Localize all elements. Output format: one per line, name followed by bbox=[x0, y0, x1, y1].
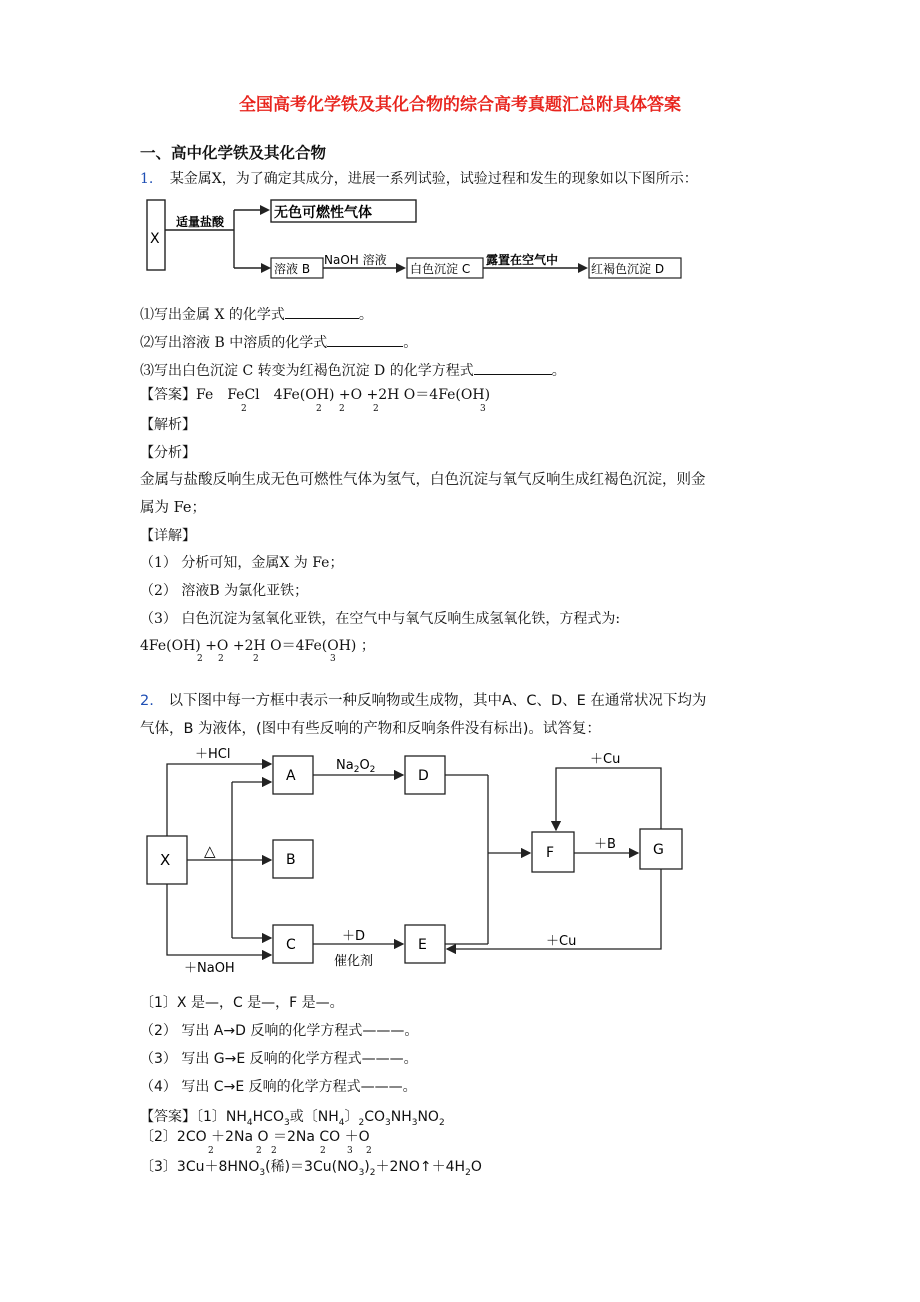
q1-number: 1. bbox=[140, 171, 154, 187]
q2-sub1: 〔1〕X 是—，C 是—，F 是—。 bbox=[140, 995, 344, 1011]
q1-label-x: X bbox=[150, 231, 160, 247]
q1-label-solution: 溶液 B bbox=[274, 262, 311, 276]
q2-ans-part: 或〔NH bbox=[289, 1109, 339, 1125]
q1-fenxi-line1: 金属与盐酸反响生成无色可燃性气体为氢气，白色沉淀与氧气反响生成红褐色沉淀，则金 bbox=[140, 472, 706, 488]
q1-sub3-period: 。 bbox=[551, 363, 566, 379]
q1-answer-text: Fe FeCl 4Fe(OH) +O +2H O＝4Fe(OH) bbox=[196, 387, 491, 403]
q2-label-heat: △ bbox=[204, 842, 216, 860]
q2-ans-sub: 4 bbox=[338, 1117, 345, 1128]
q2-label-b: B bbox=[286, 852, 296, 868]
q1-sub1-period: 。 bbox=[358, 307, 373, 323]
q1-answer-label: 【答案】 bbox=[140, 387, 196, 403]
q2-ans-sub: 3 bbox=[384, 1117, 391, 1128]
q1-detail2: （2） 溶液B 为氯化亚铁； bbox=[140, 583, 309, 599]
q2-ans2-sub: 2 bbox=[208, 1146, 214, 1156]
q2-ans-part: CO bbox=[364, 1109, 385, 1125]
q1-answer bbox=[140, 386, 490, 404]
q1-sub1 bbox=[140, 306, 373, 324]
q1-detail1: （1） 分析可知，金属X 为 Fe； bbox=[140, 555, 344, 571]
q1-sub3 bbox=[140, 362, 566, 380]
q2-ans-sub: 3 bbox=[411, 1117, 418, 1128]
q2-ans-part: O bbox=[470, 1159, 482, 1175]
q2-ans-part: ＋2NO↑＋4H bbox=[375, 1159, 466, 1175]
q2-label-plus-d: ＋D bbox=[342, 929, 366, 944]
q2-ans-sub: 2 bbox=[465, 1167, 471, 1178]
q2-ans-sub: 3 bbox=[259, 1167, 266, 1178]
q1-answer-sub: 3 bbox=[480, 404, 486, 414]
section-heading: 一、高中化学铁及其化合物 bbox=[140, 144, 327, 162]
page-title: 全国高考化学铁及其化合物的综合高考真题汇总附具体答案 bbox=[239, 95, 681, 115]
q2-label-e: E bbox=[418, 937, 427, 953]
q2-stem-1: 以下图中每一方框中表示一种反响物或生成物，其中A、C、D、E 在通常状况下均为 bbox=[168, 693, 707, 709]
q1-diagram bbox=[140, 192, 690, 288]
q2-label-f: F bbox=[546, 845, 555, 861]
q2-answer2: 〔2〕2CO ＋2Na O ＝2Na CO ＋O bbox=[140, 1129, 370, 1145]
q1-answer-sub: 2 bbox=[241, 404, 247, 414]
q2-sub4: （4） 写出 C→E 反响的化学方程式———。 bbox=[140, 1079, 417, 1095]
q1-fenxi-line2: 属为 Fe； bbox=[140, 500, 206, 516]
q1-label-air: 露置在空气中 bbox=[486, 253, 559, 267]
q2-answer3-text: 〔3〕3Cu＋8HNO bbox=[140, 1159, 260, 1175]
q2-ans-sub: 4 bbox=[246, 1117, 253, 1128]
q1-label-acid: 适量盐酸 bbox=[176, 215, 225, 229]
q2-ans-part: (稀)＝3Cu(NO bbox=[265, 1159, 359, 1175]
q2-stem-line1 bbox=[140, 692, 706, 710]
q1-answer-sub: 2 bbox=[373, 404, 379, 414]
q2-ans-sub: 2 bbox=[358, 1117, 365, 1128]
q2-number: 2. bbox=[140, 693, 154, 709]
q2-label-hcl: ＋HCl bbox=[195, 747, 231, 762]
q2-ans-part: 〕 bbox=[344, 1109, 359, 1125]
q1-label-white-ppt: 白色沉淀 C bbox=[410, 262, 471, 276]
q1-eq-sub: 2 bbox=[197, 654, 203, 664]
q1-sub2-period: 。 bbox=[403, 335, 418, 351]
q2-sub3: （3） 写出 G→E 反响的化学方程式———。 bbox=[140, 1051, 418, 1067]
q2-label-x: X bbox=[160, 851, 171, 869]
q2-diagram bbox=[140, 740, 700, 980]
q2-label-d: D bbox=[418, 768, 429, 784]
q1-answer-sub: 2 bbox=[339, 404, 345, 414]
q2-ans-sub: 2 bbox=[369, 1167, 376, 1178]
q2-ans-sub: 2 bbox=[438, 1117, 445, 1128]
q1-sub2 bbox=[140, 334, 417, 352]
q2-ans-part: HCO bbox=[252, 1109, 284, 1125]
q2-ans-part: NH bbox=[390, 1109, 412, 1125]
q1-label-red-ppt: 红褐色沉淀 D bbox=[591, 262, 665, 276]
q2-label-naoh: ＋NaOH bbox=[184, 961, 235, 976]
q1-sub1-blank[interactable] bbox=[285, 306, 359, 319]
q2-answer1-text: 【答案】〔1〕NH bbox=[140, 1109, 247, 1125]
q1-detail-label: 【详解】 bbox=[140, 528, 196, 544]
q2-ans2-sub: 2 bbox=[271, 1146, 277, 1156]
q1-label-naoh: NaOH 溶液 bbox=[324, 253, 387, 267]
q2-ans-sub: 3 bbox=[358, 1167, 365, 1178]
q1-detail-eq: 4Fe(OH) +O +2H O＝4Fe(OH) ； bbox=[140, 638, 375, 654]
q2-label-a: A bbox=[286, 768, 296, 784]
q2-label-g: G bbox=[653, 842, 664, 858]
q2-ans2-sub: 3 bbox=[347, 1146, 353, 1156]
q1-stem: 某金属X，为了确定其成分，进展一系列试验，试验过程和发生的现象如以下图所示： bbox=[169, 171, 698, 187]
q2-label-c: C bbox=[286, 937, 296, 953]
q1-sub3-text: ⑶写出白色沉淀 C 转变为红褐色沉淀 D 的化学方程式 bbox=[140, 363, 474, 379]
q1-detail3: （3） 白色沉淀为氢氧化亚铁，在空气中与氧气反响生成氢氧化铁，方程式为: bbox=[140, 611, 621, 627]
q2-label-na2o2: $Na_2O_2$ bbox=[336, 758, 376, 775]
q2-ans2-sub: 2 bbox=[320, 1146, 326, 1156]
q2-ans-part: ) bbox=[364, 1159, 370, 1175]
q2-stem-line2: 气体，B 为液体，(图中有些反响的产物和反响条件没有标出)。试答复： bbox=[140, 721, 601, 737]
q2-label-plus-cu-bottom: ＋Cu bbox=[546, 934, 577, 949]
q2-label-plus-cu-top: ＋Cu bbox=[590, 752, 621, 767]
q1-answer-sub: 2 bbox=[316, 404, 322, 414]
q1-eq-sub: 2 bbox=[253, 654, 259, 664]
q1-eq-sub: 2 bbox=[218, 654, 224, 664]
q2-answer3 bbox=[140, 1158, 482, 1182]
q2-label-plus-b: ＋B bbox=[594, 837, 616, 852]
q1-sub3-blank[interactable] bbox=[474, 362, 552, 375]
q2-ans-sub: 3 bbox=[283, 1117, 290, 1128]
q1-eq-sub: 3 bbox=[330, 654, 336, 664]
q2-ans-part: NO bbox=[417, 1109, 439, 1125]
q1-sub2-blank[interactable] bbox=[327, 334, 403, 347]
q1-fenxi-label: 【分析】 bbox=[140, 445, 196, 461]
q2-sub2: （2） 写出 A→D 反响的化学方程式———。 bbox=[140, 1023, 419, 1039]
q1-stem-line bbox=[140, 170, 698, 188]
q2-label-catalyst: 催化剂 bbox=[334, 954, 374, 969]
q1-label-gas: 无色可燃性气体 bbox=[274, 205, 372, 221]
q1-sub1-text: ⑴写出金属 X 的化学式 bbox=[140, 307, 285, 323]
q1-analysis-label: 【解析】 bbox=[140, 417, 196, 433]
q2-ans2-sub: 2 bbox=[256, 1146, 262, 1156]
q1-sub2-text: ⑵写出溶液 B 中溶质的化学式 bbox=[140, 335, 328, 351]
q2-ans2-sub: 2 bbox=[366, 1146, 372, 1156]
